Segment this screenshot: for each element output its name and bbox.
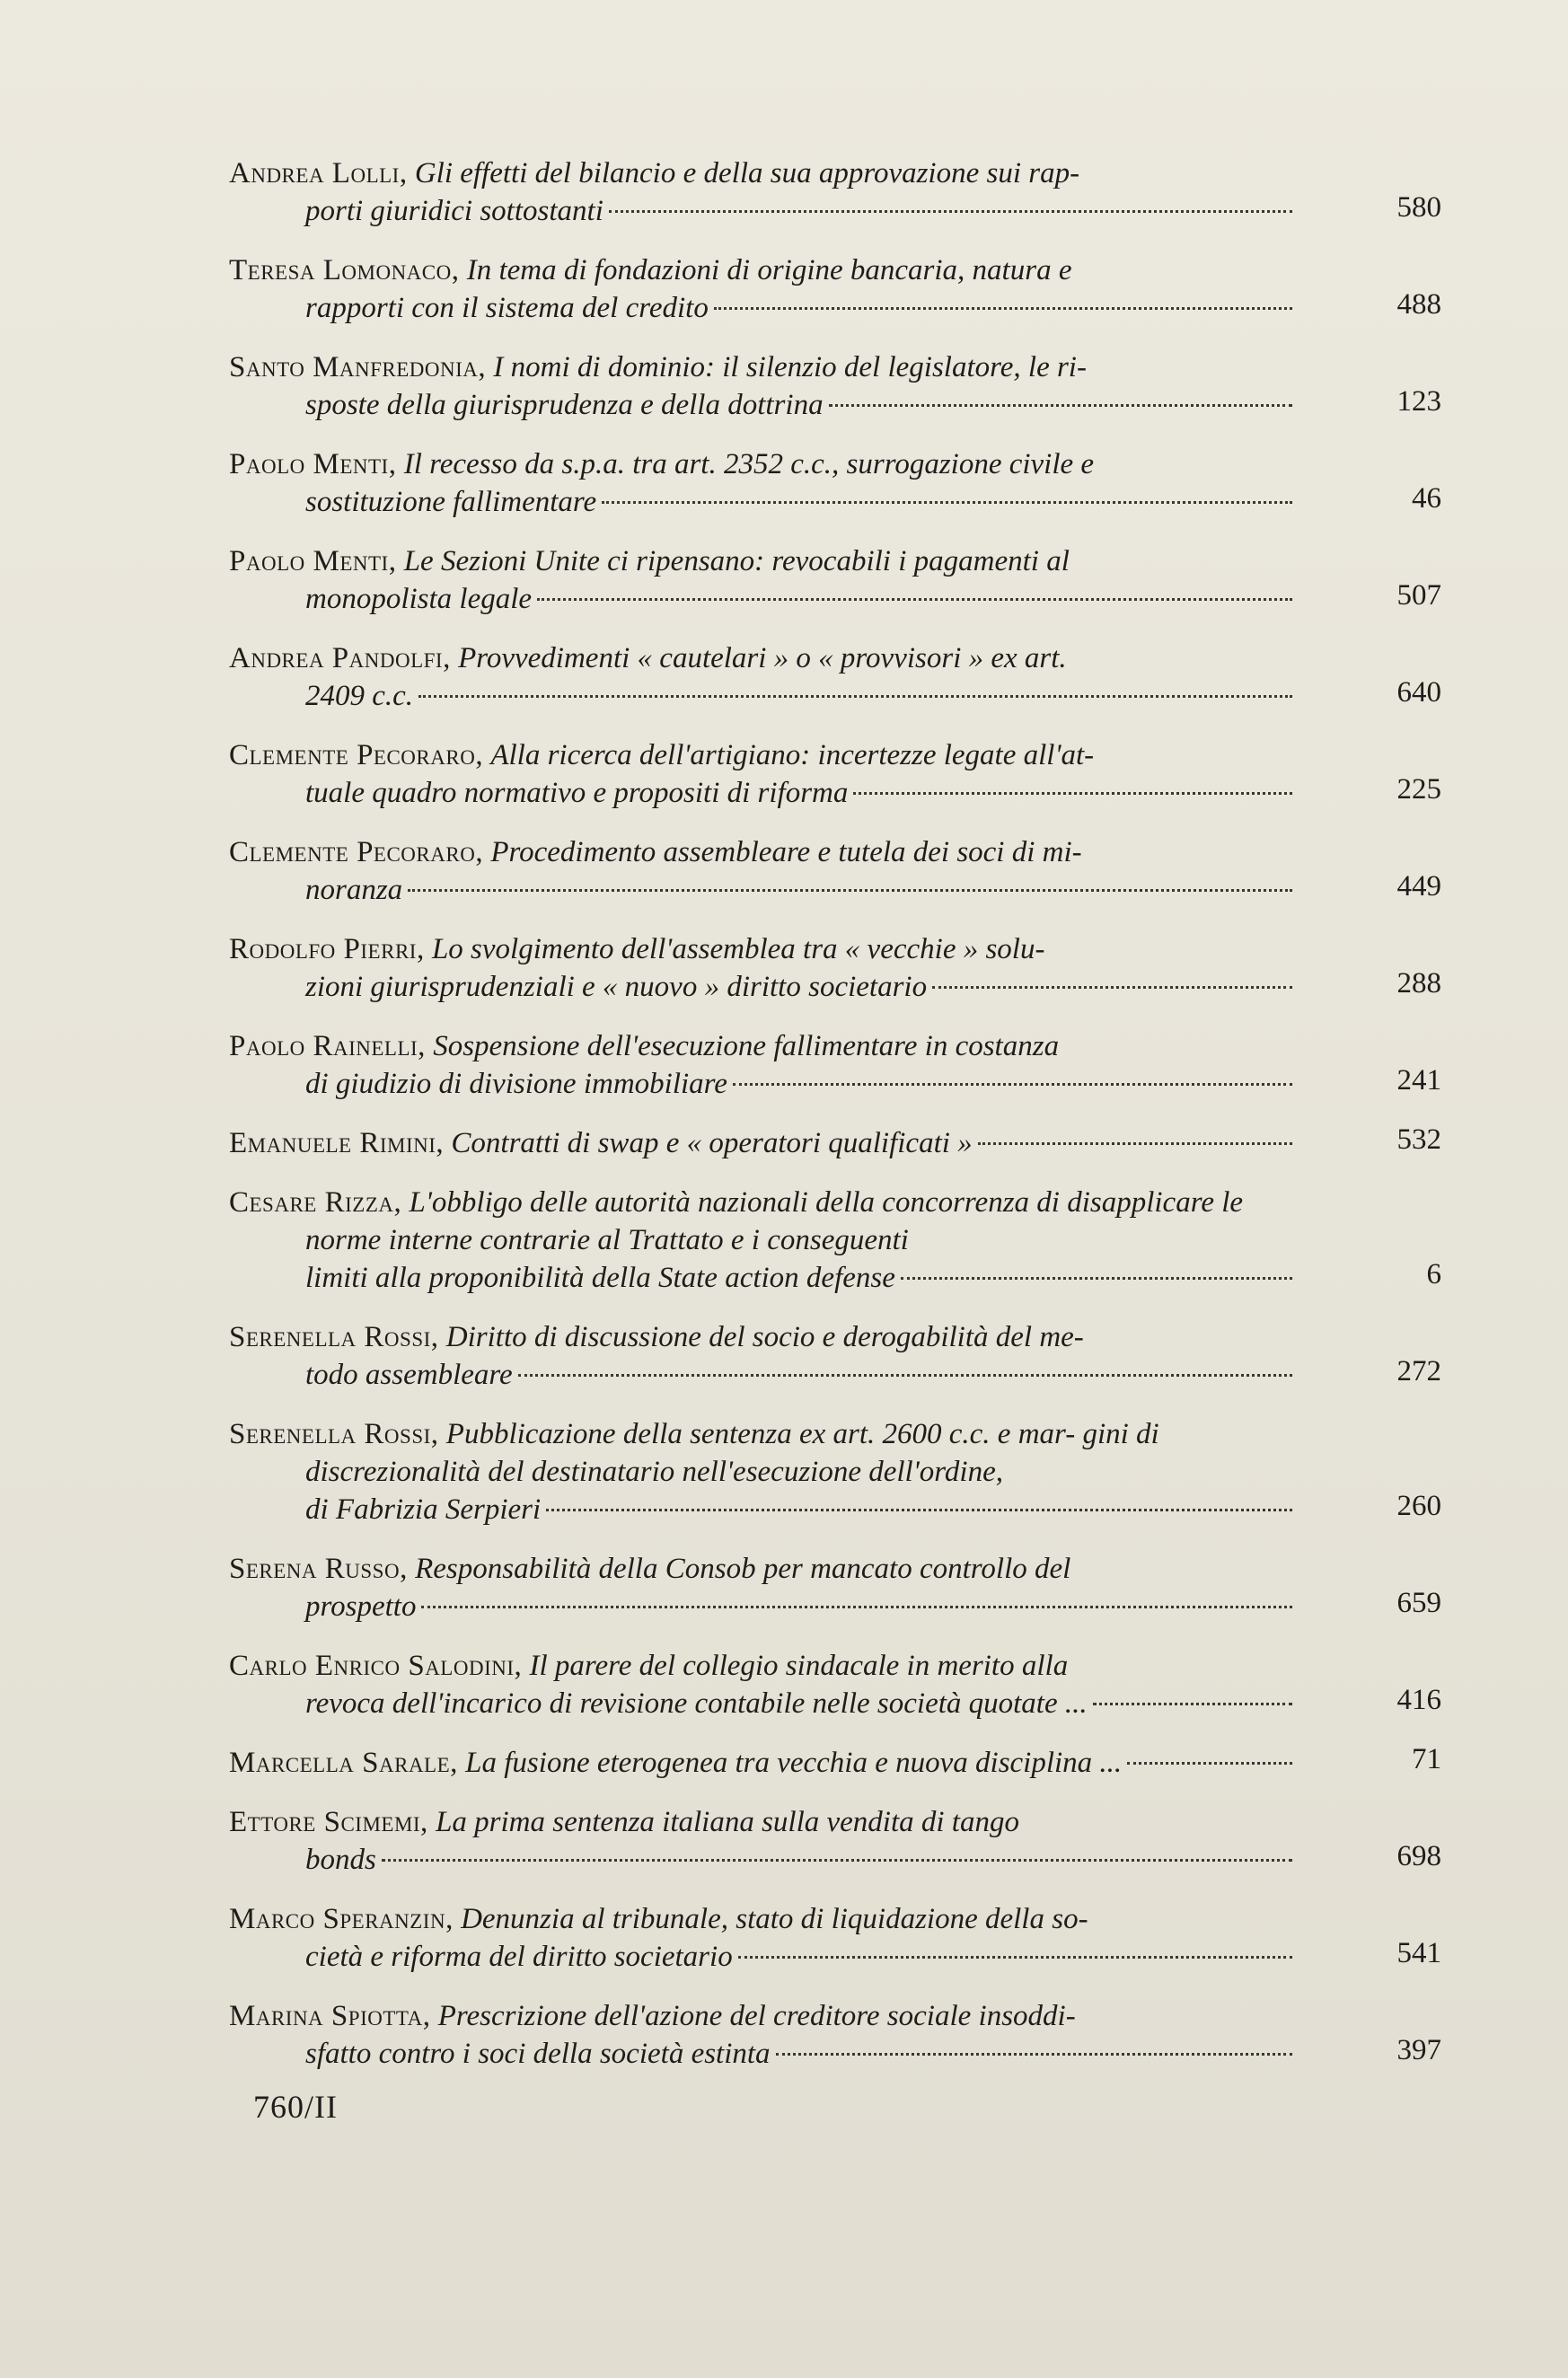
entry-title-end: todo assembleare: [305, 1359, 513, 1391]
entry-author: Serenella Rossi,: [229, 1321, 439, 1353]
index-entry: [229, 1997, 1441, 2073]
index-entry: [229, 1124, 1441, 1162]
index-entry: [229, 1744, 1441, 1782]
dot-leader: [546, 1509, 1292, 1511]
entry-title-end: sostituzione fallimentare: [305, 486, 597, 518]
entry-author: Ettore Scimemi,: [229, 1806, 428, 1838]
entry-title: Sospensione dell'esecuzione fallimentare in costanza: [433, 1030, 1060, 1062]
index-entry: [229, 639, 1441, 715]
entry-author: Marco Speranzin,: [229, 1903, 454, 1935]
entry-title: L'obbligo delle autorità nazionali della concorrenza di disapplicare le norme interne contrarie al Trattato e i conseguenti: [305, 1186, 1244, 1256]
entry-title-end: Contratti di swap e « operatori qualificati »: [451, 1127, 973, 1159]
entry-page-number: 260: [1396, 1490, 1441, 1522]
entry-title-end: cietà e riforma del diritto societario: [305, 1941, 733, 1973]
entry-title: Provvedimenti « cautelari » o « provvisori » ex art.: [458, 642, 1067, 674]
index-entry: [229, 1550, 1441, 1625]
index-list: [229, 154, 1441, 2094]
entry-title-end: revoca dell'incarico di revisione contabile nelle società quotate ...: [305, 1687, 1088, 1720]
dot-leader: [518, 1374, 1292, 1377]
entry-title-end: di Fabrizia Serpieri: [305, 1493, 542, 1526]
entry-page-number: 288: [1396, 967, 1441, 1000]
entry-title-end: zioni giurisprudenziali e « nuovo » diritto societario: [305, 971, 928, 1003]
entry-author: Serenella Rossi,: [229, 1418, 439, 1450]
entry-page-number: 532: [1396, 1123, 1441, 1156]
index-entry: [229, 1803, 1441, 1879]
entry-page-number: 6: [1426, 1258, 1441, 1290]
entry-page-number: 488: [1396, 288, 1441, 321]
entry-title: Il recesso da s.p.a. tra art. 2352 c.c., surrogazione civile e: [403, 448, 1095, 480]
page-folio: 760/II: [253, 2089, 338, 2125]
dot-leader: [1127, 1762, 1292, 1765]
entry-title-end: tuale quadro normativo e propositi di riforma: [305, 777, 849, 809]
entry-author: Paolo Rainelli,: [229, 1030, 426, 1062]
dot-leader: [829, 404, 1292, 407]
dot-leader: [609, 210, 1292, 213]
entry-page-number: 123: [1396, 385, 1441, 418]
dot-leader: [714, 307, 1292, 310]
dot-leader: [537, 598, 1292, 601]
entry-title-end: limiti alla proponibilità della State action defense: [305, 1262, 895, 1294]
entry-page-number: 272: [1396, 1355, 1441, 1387]
entry-author: Clemente Pecoraro,: [229, 836, 484, 868]
entry-author: Rodolfo Pierri,: [229, 933, 425, 965]
entry-author: Carlo Enrico Salodini,: [229, 1650, 523, 1682]
entry-title: Gli effetti del bilancio e della sua approvazione sui rap-: [414, 157, 1080, 189]
entry-author: Andrea Pandolfi,: [229, 642, 451, 674]
index-entry: [229, 251, 1441, 327]
entry-author: Emanuele Rimini,: [229, 1127, 445, 1159]
entry-title-end: rapporti con il sistema del credito: [305, 292, 709, 324]
index-entry: [229, 736, 1441, 812]
index-entry: [229, 1415, 1441, 1528]
index-entry: [229, 1027, 1441, 1103]
entry-title: In tema di fondazioni di origine bancaria, natura e: [466, 254, 1072, 286]
dot-leader: [382, 1859, 1292, 1862]
entry-title-end: porti giuridici sottostanti: [305, 195, 603, 227]
index-entry: [229, 1184, 1441, 1297]
entry-author: Santo Manfredonia,: [229, 351, 487, 383]
entry-page-number: 225: [1396, 773, 1441, 806]
entry-author: Marina Spiotta,: [229, 2000, 431, 2032]
entry-page-number: 541: [1396, 1937, 1441, 1969]
entry-page-number: 416: [1396, 1684, 1441, 1716]
entry-author: Andrea Lolli,: [229, 157, 408, 189]
entry-page-number: 397: [1396, 2034, 1441, 2066]
entry-page-number: 640: [1396, 676, 1441, 709]
entry-author: Serena Russo,: [229, 1553, 408, 1585]
entry-title: Diritto di discussione del socio e derogabilità del me-: [445, 1321, 1084, 1353]
dot-leader: [421, 1606, 1292, 1608]
index-entry: [229, 930, 1441, 1006]
index-entry: [229, 445, 1441, 521]
entry-title: I nomi di dominio: il silenzio del legislatore, le ri-: [493, 351, 1087, 383]
entry-author: Paolo Menti,: [229, 545, 397, 577]
entry-page-number: 580: [1396, 191, 1441, 224]
entry-title-end: noranza: [305, 874, 403, 906]
entry-page-number: 698: [1396, 1840, 1441, 1872]
entry-author: Teresa Lomonaco,: [229, 254, 460, 286]
entry-page-number: 241: [1396, 1064, 1441, 1097]
entry-title-end: monopolista legale: [305, 583, 533, 615]
index-entry: [229, 1318, 1441, 1394]
dot-leader: [901, 1277, 1292, 1280]
dot-leader: [853, 792, 1292, 795]
entry-title: Procedimento assembleare e tutela dei soci di mi-: [490, 836, 1082, 868]
entry-page-number: 449: [1396, 870, 1441, 903]
entry-title-end: prospetto: [305, 1590, 417, 1623]
entry-page-number: 71: [1412, 1743, 1441, 1775]
dot-leader: [932, 986, 1292, 989]
entry-title-end: sfatto contro i soci della società estinta: [305, 2038, 771, 2070]
dot-leader: [602, 501, 1292, 504]
dot-leader: [1093, 1703, 1292, 1705]
dot-leader: [418, 695, 1292, 698]
index-entry: [229, 542, 1441, 618]
entry-author: Paolo Menti,: [229, 448, 397, 480]
dot-leader: [776, 2053, 1292, 2056]
entry-author: Clemente Pecoraro,: [229, 739, 484, 771]
entry-title-end: bonds: [305, 1844, 376, 1876]
entry-title-end: sposte della giurisprudenza e della dottrina: [305, 389, 824, 421]
index-entry: [229, 154, 1441, 230]
index-entry: [229, 348, 1441, 424]
entry-page-number: 507: [1396, 579, 1441, 612]
entry-page-number: 659: [1396, 1587, 1441, 1619]
entry-author: Cesare Rizza,: [229, 1186, 402, 1219]
entry-title: Il parere del collegio sindacale in merito alla: [529, 1650, 1069, 1682]
entry-page-number: 46: [1412, 482, 1441, 515]
dot-leader: [408, 889, 1292, 892]
entry-title: Pubblicazione della sentenza ex art. 2600 c.c. e mar- gini di discrezionalità del destinatario nell'esecuzione dell'ordine,: [305, 1418, 1159, 1488]
index-entry: [229, 1647, 1441, 1722]
entry-author: Marcella Sarale,: [229, 1747, 458, 1779]
index-entry: [229, 1900, 1441, 1976]
entry-title: Lo svolgimento dell'assemblea tra « vecchie » solu-: [431, 933, 1045, 965]
entry-title: Prescrizione dell'azione del creditore sociale insoddi-: [437, 2000, 1076, 2032]
entry-title: Responsabilità della Consob per mancato controllo del: [415, 1553, 1071, 1585]
dot-leader: [738, 1956, 1292, 1959]
entry-title: La prima sentenza italiana sulla vendita di tango: [436, 1806, 1019, 1838]
dot-leader: [978, 1142, 1292, 1145]
entry-title-end: 2409 c.c.: [305, 680, 414, 712]
entry-title: Le Sezioni Unite ci ripensano: revocabili i pagamenti al: [403, 545, 1070, 577]
dot-leader: [733, 1083, 1292, 1086]
entry-title: Alla ricerca dell'artigiano: incertezze legate all'at-: [490, 739, 1095, 771]
entry-title-end: di giudizio di divisione immobiliare: [305, 1068, 727, 1100]
entry-title-end: La fusione eterogenea tra vecchia e nuova disciplina ...: [465, 1747, 1123, 1779]
entry-title: Denunzia al tribunale, stato di liquidazione della so-: [461, 1903, 1088, 1935]
index-entry: [229, 833, 1441, 909]
